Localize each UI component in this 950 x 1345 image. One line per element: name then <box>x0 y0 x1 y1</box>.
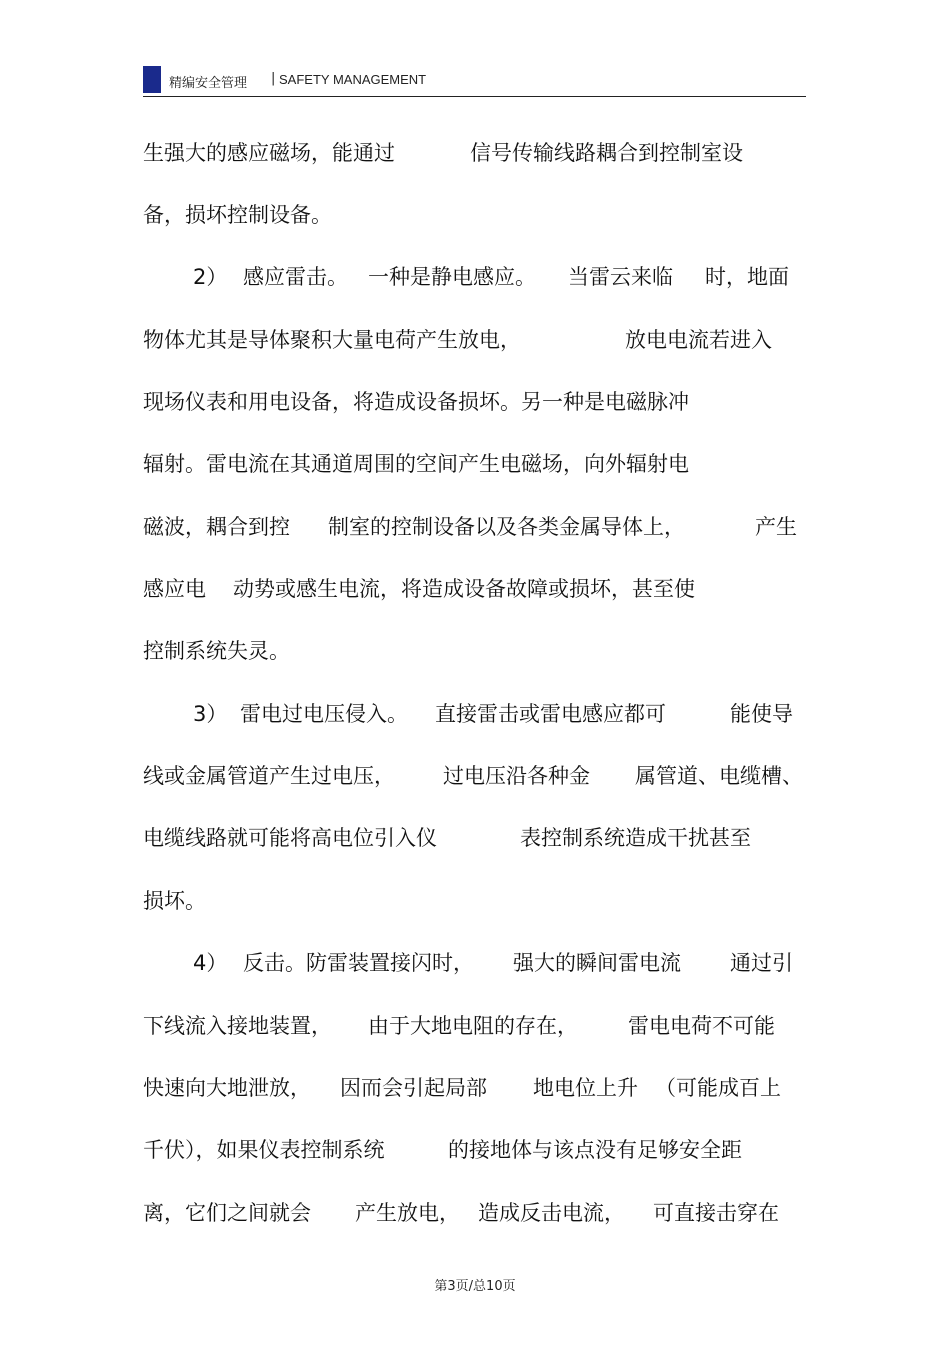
text-segment: 电缆线路就可能将高电位引入仪 <box>143 826 437 850</box>
text-segment: 制室的控制设备以及各类金属导体上， <box>328 515 685 539</box>
text-segment: 通过引 <box>730 951 793 975</box>
text-segment: 反击。防雷装置接闪时， <box>243 951 474 975</box>
page-header <box>143 66 806 97</box>
text-line <box>0 759 950 793</box>
text-segment: 辐射。雷电流在其通道周围的空间产生电磁场，向外辐射电 <box>143 452 689 476</box>
text-line <box>0 1009 950 1043</box>
text-segment: 产生放电， <box>355 1201 460 1225</box>
header-title-cn: 精编安全管理 <box>169 76 248 91</box>
text-segment: 时，地面 <box>705 265 789 289</box>
text-segment: 3） <box>193 702 228 726</box>
text-segment: 直接雷击或雷电感应都可 <box>435 702 666 726</box>
text-segment: 快速向大地泄放， <box>143 1076 311 1100</box>
text-segment: 信号传输线路耦合到控制室设 <box>470 141 743 165</box>
text-segment: 感应雷击。 <box>243 265 348 289</box>
header-separator: | <box>271 71 276 86</box>
text-segment: 物体尤其是导体聚积大量电荷产生放电， <box>143 328 521 352</box>
text-segment: 雷电电荷不可能 <box>628 1014 775 1038</box>
text-segment: 感应电 <box>143 577 206 601</box>
text-line <box>0 946 950 980</box>
text-line <box>0 323 950 357</box>
text-segment: 雷电过电压侵入。 <box>240 702 408 726</box>
text-segment: 离，它们之间就会 <box>143 1201 311 1225</box>
text-segment: 能使导 <box>730 702 793 726</box>
text-segment: 的接地体与该点没有足够安全距 <box>448 1138 742 1162</box>
text-segment: 地电位上升 <box>533 1076 638 1100</box>
text-segment: 一种是静电感应。 <box>368 265 536 289</box>
text-line <box>0 697 950 731</box>
text-line <box>0 572 950 606</box>
text-segment: 产生 <box>755 515 797 539</box>
text-segment: 损坏。 <box>143 889 206 913</box>
text-line <box>0 634 950 668</box>
text-line <box>0 510 950 544</box>
text-segment: 4） <box>193 951 228 975</box>
text-segment: 2） <box>193 265 228 289</box>
text-segment: 属管道、电缆槽、 <box>635 764 803 788</box>
text-segment: 造成反击电流， <box>478 1201 625 1225</box>
text-segment: 动势或感生电流，将造成设备故障或损坏，甚至使 <box>233 577 695 601</box>
text-segment: 现场仪表和用电设备，将造成设备损坏。另一种是电磁脉冲 <box>143 390 689 414</box>
text-segment: 生强大的感应磁场，能通过 <box>143 141 395 165</box>
text-segment: 千伏），如果仪表控制系统 <box>143 1138 385 1162</box>
text-line <box>0 198 950 232</box>
header-title-en: SAFETY MANAGEMENT <box>279 72 427 87</box>
text-segment: 过电压沿各种金 <box>443 764 590 788</box>
text-segment: 当雷云来临 <box>568 265 673 289</box>
logo-icon <box>143 66 161 93</box>
text-line <box>0 385 950 419</box>
text-segment: 线或金属管道产生过电压， <box>143 764 395 788</box>
text-line <box>0 260 950 294</box>
text-segment: 放电电流若进入 <box>625 328 772 352</box>
text-segment: 因而会引起局部 <box>340 1076 487 1100</box>
text-segment: 磁波，耦合到控 <box>143 515 290 539</box>
page-number: 第3页/总10页 <box>434 1279 516 1294</box>
text-segment: 表控制系统造成干扰甚至 <box>520 826 751 850</box>
text-line <box>0 1071 950 1105</box>
text-line <box>0 884 950 918</box>
text-segment: 备，损坏控制设备。 <box>143 203 332 227</box>
text-segment: 控制系统失灵。 <box>143 639 290 663</box>
text-line <box>0 1133 950 1167</box>
text-segment: 下线流入接地装置， <box>143 1014 332 1038</box>
text-segment: 强大的瞬间雷电流 <box>513 951 681 975</box>
text-segment: 可直接击穿在 <box>653 1201 779 1225</box>
text-line <box>0 821 950 855</box>
text-line <box>0 447 950 481</box>
text-segment: 由于大地电阻的存在， <box>368 1014 578 1038</box>
text-line <box>0 136 950 170</box>
text-line <box>0 1196 950 1230</box>
text-segment: （可能成百上 <box>655 1076 781 1100</box>
